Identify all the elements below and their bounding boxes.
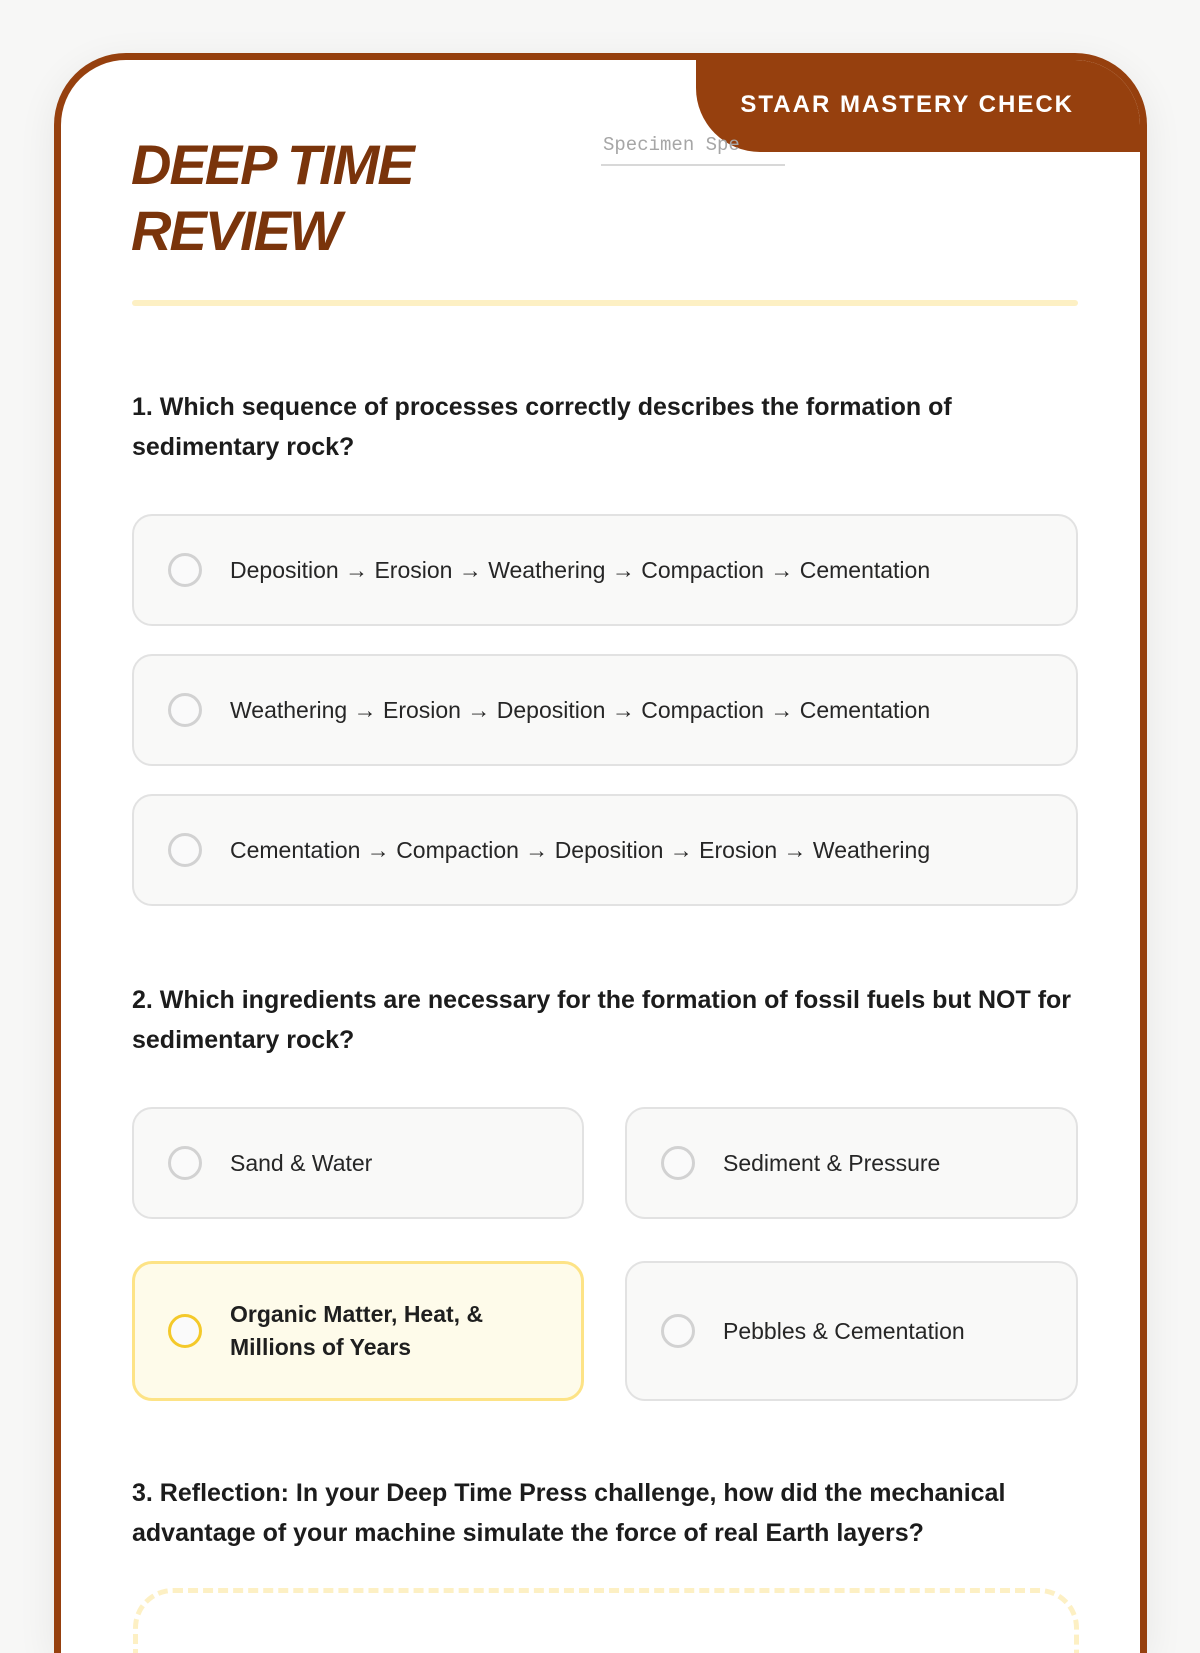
option-label: Sand & Water	[230, 1149, 373, 1176]
q1-option-a[interactable]	[132, 514, 1078, 626]
option-label: Pebbles & Cementation	[723, 1317, 965, 1344]
radio-icon[interactable]	[168, 553, 202, 587]
question-2-prompt: 2. Which ingredients are necessary for the formation of fossil fuels but NOT for sedimentary rock?	[132, 986, 1072, 1054]
q2-option-b[interactable]	[625, 1107, 1078, 1219]
reflection-answer-box[interactable]	[133, 1588, 1079, 1653]
option-label: Sediment & Pressure	[723, 1149, 941, 1176]
radio-icon[interactable]	[661, 1146, 695, 1180]
radio-icon[interactable]	[168, 693, 202, 727]
staar-badge: STAAR MASTERY CHECK	[696, 54, 1146, 152]
q1-option-b[interactable]	[132, 654, 1078, 766]
q2-option-d[interactable]	[625, 1261, 1078, 1401]
header-divider	[132, 300, 1078, 306]
quiz-card	[54, 53, 1147, 1653]
title-line-1: DEEP TIME	[131, 133, 413, 196]
option-label: Deposition → Erosion → Weathering → Compaction → Cementation	[230, 556, 931, 583]
question-1-prompt: 1. Which sequence of processes correctly describes the formation of sedimentary rock?	[132, 393, 952, 461]
q2-option-c-selected[interactable]	[132, 1261, 584, 1401]
page-title	[131, 132, 413, 264]
q1-option-c[interactable]	[132, 794, 1078, 906]
question-3-prompt: 3. Reflection: In your Deep Time Press challenge, how did the mechanical advantage of your machine simulate the force of real Earth layers?	[132, 1479, 1006, 1547]
q2-option-a[interactable]	[132, 1107, 584, 1219]
option-label: Cementation → Compaction → Deposition → Erosion → Weathering	[230, 836, 931, 863]
radio-icon[interactable]	[661, 1314, 695, 1348]
option-label: Weathering → Erosion → Deposition → Compaction → Cementation	[230, 696, 931, 723]
radio-icon[interactable]	[168, 833, 202, 867]
radio-icon[interactable]	[168, 1314, 202, 1348]
title-line-2: REVIEW	[131, 199, 340, 262]
specimen-input[interactable]: Specimen Spe	[601, 134, 785, 166]
option-label: Organic Matter, Heat, & Millions of Years	[230, 1301, 484, 1360]
radio-icon[interactable]	[168, 1146, 202, 1180]
